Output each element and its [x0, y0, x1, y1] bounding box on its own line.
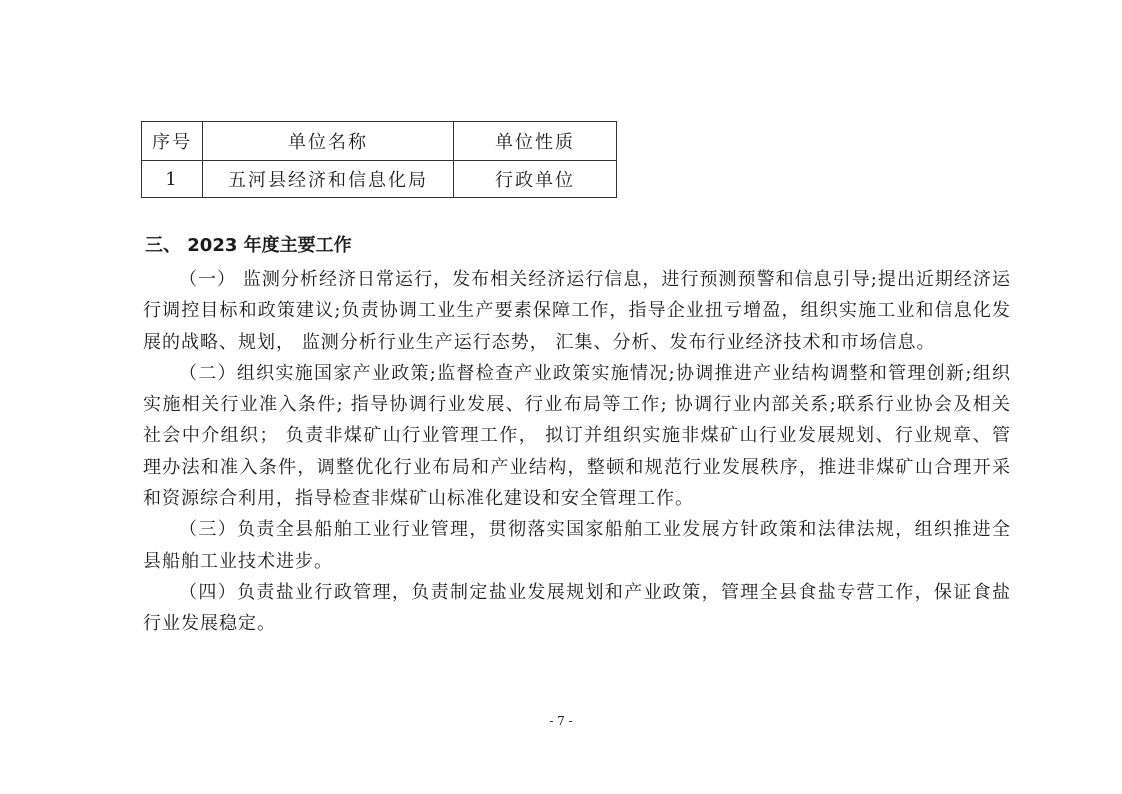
cell-unit-name: 五河县经济和信息化局	[203, 161, 454, 198]
cell-seq: 1	[142, 161, 203, 198]
table-header-row	[142, 122, 617, 161]
paragraph-2: （二）组织实施国家产业政策;监督检查产业政策实施情况;协调推进产业结构调整和管理创新;组织实施相关行业准入条件; 指导协调行业发展、行业布局等工作; 协调行业内部关系;联系行业协会及相关社会中介组织； 负责非煤矿山行业管理工作， 拟订并组织实施非煤矿山行业发展规划、行业规章、管理办法和准入条件，调整优化行业布局和产业结构，整顿和规范行业发展秩序，推进非煤矿山合理开采和资源综合利用，指导检查非煤矿山标准化建设和安全管理工作。	[143, 362, 1011, 510]
header-unit-name: 单位名称	[203, 122, 454, 161]
header-unit-nature: 单位性质	[454, 122, 617, 161]
paragraph-1: （一） 监测分析经济日常运行，发布相关经济运行信息，进行预测预警和信息引导;提出近期经济运行调控目标和政策建议;负责协调工业生产要素保障工作，指导企业扭亏增盈，组织实施工业和信息化发展的战略、规划， 监测分析行业生产运行态势， 汇集、分析、发布行业经济技术和市场信息。	[143, 269, 1011, 353]
unit-table	[141, 121, 617, 198]
table-row	[142, 161, 617, 198]
section-body	[143, 264, 1011, 640]
page-number: - 7 -	[549, 714, 573, 728]
paragraph-3: （三）负责全县船舶工业行业管理，贯彻落实国家船舶工业发展方针政策和法律法规，组织推进全县船舶工业技术进步。	[143, 519, 1011, 572]
paragraph-4: （四）负责盐业行政管理，负责制定盐业发展规划和产业政策，管理全县食盐专营工作，保证食盐行业发展稳定。	[143, 581, 1011, 635]
cell-unit-nature: 行政单位	[454, 161, 617, 198]
header-seq: 序号	[142, 122, 203, 161]
section-heading: 三、 2023 年度主要工作	[145, 235, 352, 256]
